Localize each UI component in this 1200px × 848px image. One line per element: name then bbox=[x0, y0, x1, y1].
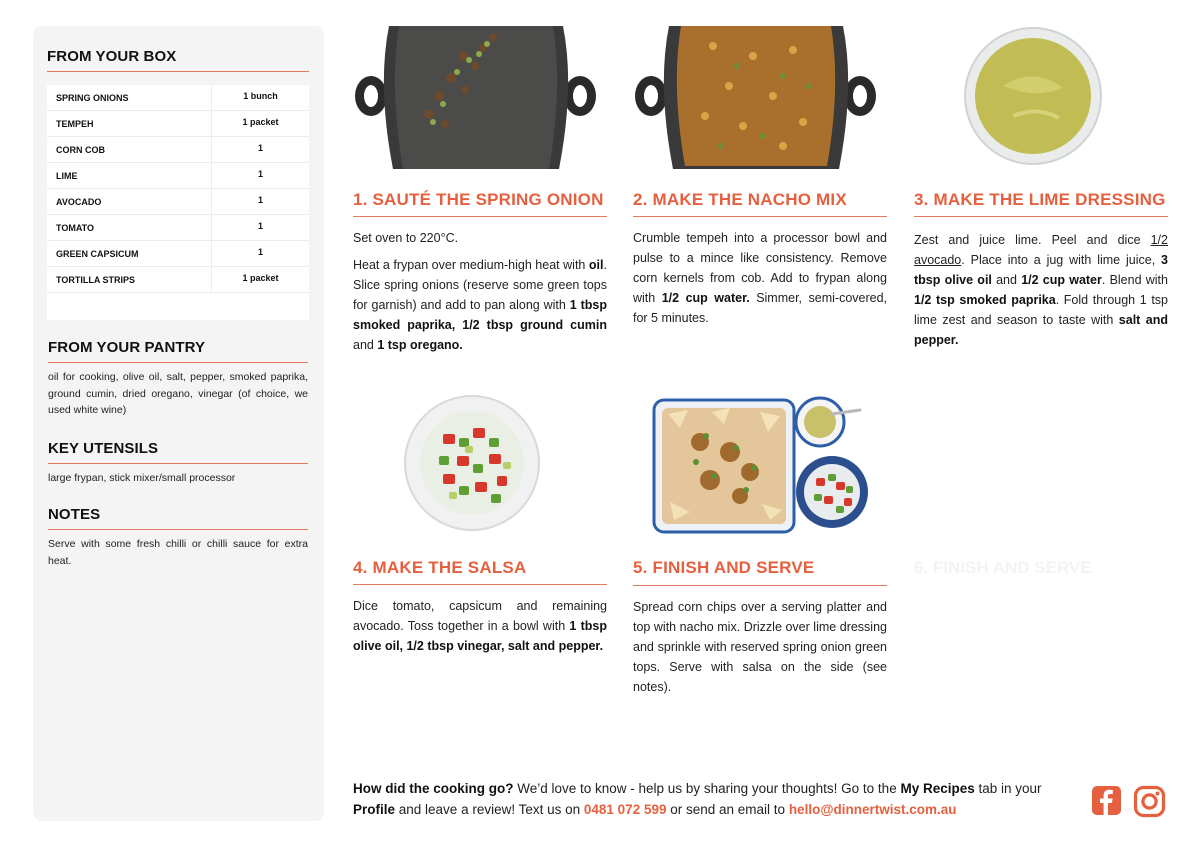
bold-run: 1 tbsp smoked paprika, 1/2 tbsp ground cumin bbox=[353, 298, 608, 332]
ingredient-name: TEMPEH bbox=[56, 119, 94, 129]
text-run: . Slice spring onions (reserve some green tops for garnish) and add to pan along with bbox=[353, 258, 607, 312]
step-4-title: 4. MAKE THE SALSA bbox=[353, 558, 527, 577]
ingredient-qty: 1 bbox=[257, 143, 263, 153]
heading-rule bbox=[48, 362, 308, 363]
ingredient-row bbox=[47, 215, 309, 241]
from-your-box-heading: FROM YOUR BOX bbox=[47, 48, 177, 65]
ingredient-qty: 1 packet bbox=[242, 117, 279, 127]
ingredient-qty: 1 bbox=[257, 169, 263, 179]
bold-run: 1/2 cup water bbox=[1021, 273, 1102, 287]
step-5-photo bbox=[650, 392, 872, 537]
step-6-title-faint: 6. FINISH AND SERVE bbox=[914, 558, 1092, 577]
text-run: Dice tomato, capsicum and remaining avocado. Toss together in a bowl with bbox=[353, 599, 607, 633]
profile-label: Profile bbox=[353, 802, 396, 817]
heading-rule bbox=[47, 71, 309, 72]
text-run: and bbox=[991, 273, 1022, 287]
ingredients-table bbox=[47, 85, 309, 320]
ingredient-row bbox=[47, 267, 309, 293]
ingredient-row bbox=[47, 85, 309, 111]
pantry-text: oil for cooking, olive oil, salt, pepper, smoked paprika, ground cumin, dried oregano, vinegar (of choice, we used white wine) bbox=[48, 371, 308, 416]
bold-run: salt and pepper. bbox=[914, 313, 1168, 347]
step-4-photo bbox=[403, 394, 541, 532]
step-5-text: Spread corn chips over a serving platter and top with nacho mix. Drizzle over lime dressing and sprinkle with reserved spring onion green tops. Serve with salsa on the side (see notes). bbox=[633, 600, 887, 694]
ingredient-name: AVOCADO bbox=[56, 197, 102, 207]
underlined-run: 1/2 avocado bbox=[914, 233, 1168, 267]
ingredient-name: TOMATO bbox=[56, 223, 94, 233]
bold-run: 1/2 tsp smoked paprika bbox=[914, 293, 1056, 307]
text-run: or send an email to bbox=[666, 802, 789, 817]
text-run: and leave a review! Text us on bbox=[395, 802, 584, 817]
ingredient-qty: 1 bbox=[257, 221, 263, 231]
step-4-text bbox=[353, 596, 607, 656]
step-rule bbox=[633, 585, 887, 586]
step-1-text bbox=[353, 228, 607, 355]
facebook-icon[interactable] bbox=[1091, 785, 1122, 816]
ingredient-name: GREEN CAPSICUM bbox=[56, 249, 139, 259]
ingredient-name: LIME bbox=[56, 171, 78, 181]
heading-rule bbox=[48, 463, 308, 464]
phone-link[interactable]: 0481 072 599 bbox=[583, 802, 667, 817]
ingredient-row bbox=[47, 111, 309, 137]
ingredient-name: CORN COB bbox=[56, 145, 105, 155]
bold-run: 3 tbsp olive oil bbox=[914, 253, 1168, 287]
notes-text: Serve with some fresh chilli or chilli sauce for extra heat. bbox=[48, 538, 308, 567]
bold-run: 1 tsp oregano. bbox=[377, 338, 463, 352]
ingredient-name: TORTILLA STRIPS bbox=[56, 275, 136, 285]
step-rule bbox=[353, 216, 607, 217]
utensils-text: large frypan, stick mixer/small processor bbox=[48, 472, 236, 484]
step-rule bbox=[914, 216, 1168, 217]
ingredient-qty: 1 bunch bbox=[243, 91, 278, 101]
step-3-title: 3. MAKE THE LIME DRESSING bbox=[914, 190, 1166, 209]
step-3-photo bbox=[963, 26, 1103, 166]
step-3-text bbox=[914, 230, 1168, 350]
step-5-title: 5. FINISH AND SERVE bbox=[633, 558, 815, 577]
utensils-heading: KEY UTENSILS bbox=[48, 440, 159, 457]
text-run: . Fold through 1 tsp lime zest and season to taste with bbox=[914, 293, 1168, 327]
text-run: . Blend with bbox=[1101, 273, 1168, 287]
sidebar-panel bbox=[33, 26, 324, 821]
notes-heading: NOTES bbox=[48, 506, 101, 523]
step-1-oven-line: Set oven to 220°C. bbox=[353, 231, 459, 245]
footer-question: How did the cooking go? bbox=[353, 781, 514, 796]
text-run: Crumble tempeh into a processor bowl and pulse to a mince like consistency. Remove corn kernels from cob. Add to frypan along with bbox=[633, 231, 887, 305]
ingredient-row bbox=[47, 137, 309, 163]
step-rule bbox=[633, 216, 887, 217]
text-run: tab in your bbox=[974, 781, 1042, 796]
ingredient-qty: 1 packet bbox=[242, 273, 279, 283]
step-2-text bbox=[633, 228, 887, 328]
ingredient-qty: 1 bbox=[257, 195, 263, 205]
step-1-photo bbox=[353, 26, 598, 169]
ingredient-qty: 1 bbox=[257, 247, 263, 257]
text-run: We’d love to know - help us by sharing your thoughts! Go to the bbox=[513, 781, 901, 796]
bold-run: oil bbox=[588, 258, 604, 272]
ingredient-name: SPRING ONIONS bbox=[56, 93, 129, 103]
text-run: and bbox=[353, 338, 378, 352]
feedback-footer bbox=[353, 778, 1078, 820]
ingredient-row bbox=[47, 189, 309, 215]
step-rule bbox=[353, 584, 607, 585]
step-1-title: 1. SAUTÉ THE SPRING ONION bbox=[353, 190, 604, 209]
text-run: . Place into a jug with lime juice, bbox=[961, 253, 1162, 267]
text-run: Heat a frypan over medium-high heat with bbox=[353, 258, 589, 272]
heading-rule bbox=[48, 529, 308, 530]
my-recipes-label: My Recipes bbox=[900, 781, 975, 796]
step-2-title: 2. MAKE THE NACHO MIX bbox=[633, 190, 847, 209]
instagram-icon[interactable] bbox=[1133, 785, 1166, 818]
bold-run: 1 tbsp olive oil, 1/2 tbsp vinegar, salt and pepper. bbox=[353, 619, 607, 653]
text-run: Zest and juice lime. Peel and dice bbox=[914, 233, 1151, 247]
ingredient-row bbox=[47, 241, 309, 267]
step-1-method bbox=[353, 255, 607, 355]
email-link[interactable]: hello@dinnertwist.com.au bbox=[788, 802, 957, 817]
bold-run: 1/2 cup water. bbox=[661, 291, 750, 305]
text-run: Simmer, semi-covered, for 5 minutes. bbox=[633, 291, 888, 325]
step-2-photo bbox=[633, 26, 878, 169]
ingredient-row bbox=[47, 163, 309, 189]
pantry-heading: FROM YOUR PANTRY bbox=[48, 339, 206, 356]
